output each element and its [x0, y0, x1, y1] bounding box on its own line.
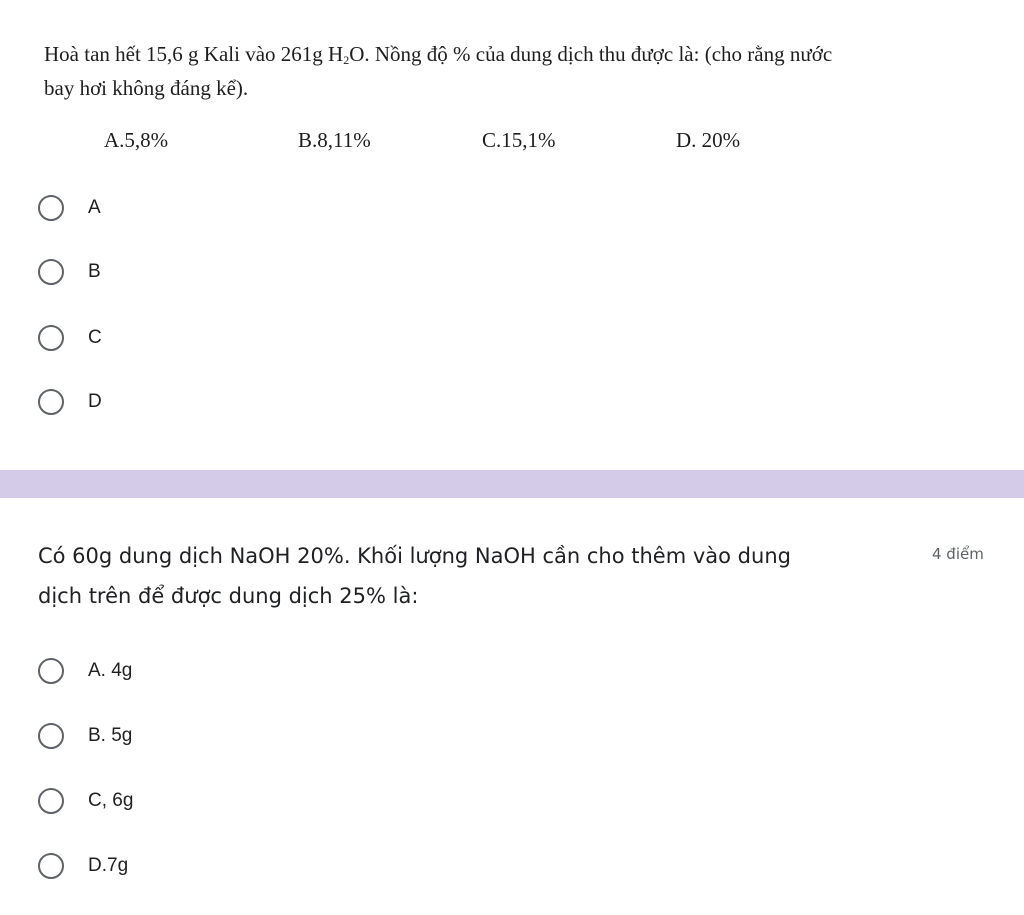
question-2-option-a[interactable]: [38, 655, 438, 687]
radio-button[interactable]: [38, 853, 64, 879]
question-1-option-b[interactable]: [38, 256, 438, 288]
question-2-option-c[interactable]: [38, 785, 438, 817]
points-label: 4 điểm: [932, 545, 984, 563]
question-1-text-part: O. Nồng độ % của dung dịch thu được là: (cho rằng nước: [349, 42, 833, 66]
option-label: D.7g: [88, 855, 129, 876]
question-1-option-c[interactable]: [38, 322, 438, 354]
option-label: C, 6g: [88, 790, 134, 811]
question-1-option-a[interactable]: [38, 192, 438, 224]
question-1-option-d[interactable]: [38, 386, 438, 418]
radio-button[interactable]: [38, 259, 64, 285]
question-2-text-line-1: Có 60g dung dịch NaOH 20%. Khối lượng NaOH cần cho thêm vào dung: [38, 544, 791, 568]
radio-button[interactable]: [38, 723, 64, 749]
radio-button[interactable]: [38, 788, 64, 814]
option-label: B. 5g: [88, 725, 133, 746]
question-2-option-b[interactable]: [38, 720, 438, 752]
option-label: D: [88, 391, 102, 412]
radio-button[interactable]: [38, 658, 64, 684]
radio-button[interactable]: [38, 389, 64, 415]
option-label: C: [88, 327, 102, 348]
question-2-text-line-2: dịch trên để được dung dịch 25% là:: [38, 584, 419, 608]
radio-button[interactable]: [38, 195, 64, 221]
option-label: A. 4g: [88, 660, 133, 681]
subscript: 2: [343, 53, 350, 67]
radio-button[interactable]: [38, 325, 64, 351]
question-2-option-d[interactable]: [38, 850, 438, 882]
question-1-choice-a: A.5,8%: [104, 128, 169, 152]
question-1-text-line-1: [44, 42, 832, 68]
option-label: A: [88, 197, 101, 218]
section-divider: [0, 470, 1024, 498]
option-label: B: [88, 261, 101, 282]
question-1-text-line-2: bay hơi không đáng kể).: [44, 76, 249, 100]
question-1-choice-b: B.8,11%: [298, 128, 371, 152]
question-1-text-part: Hoà tan hết 15,6 g Kali vào 261g H: [44, 42, 344, 66]
question-1-choice-d: D. 20%: [676, 128, 741, 152]
question-1-choice-c: C.15,1%: [482, 128, 556, 152]
